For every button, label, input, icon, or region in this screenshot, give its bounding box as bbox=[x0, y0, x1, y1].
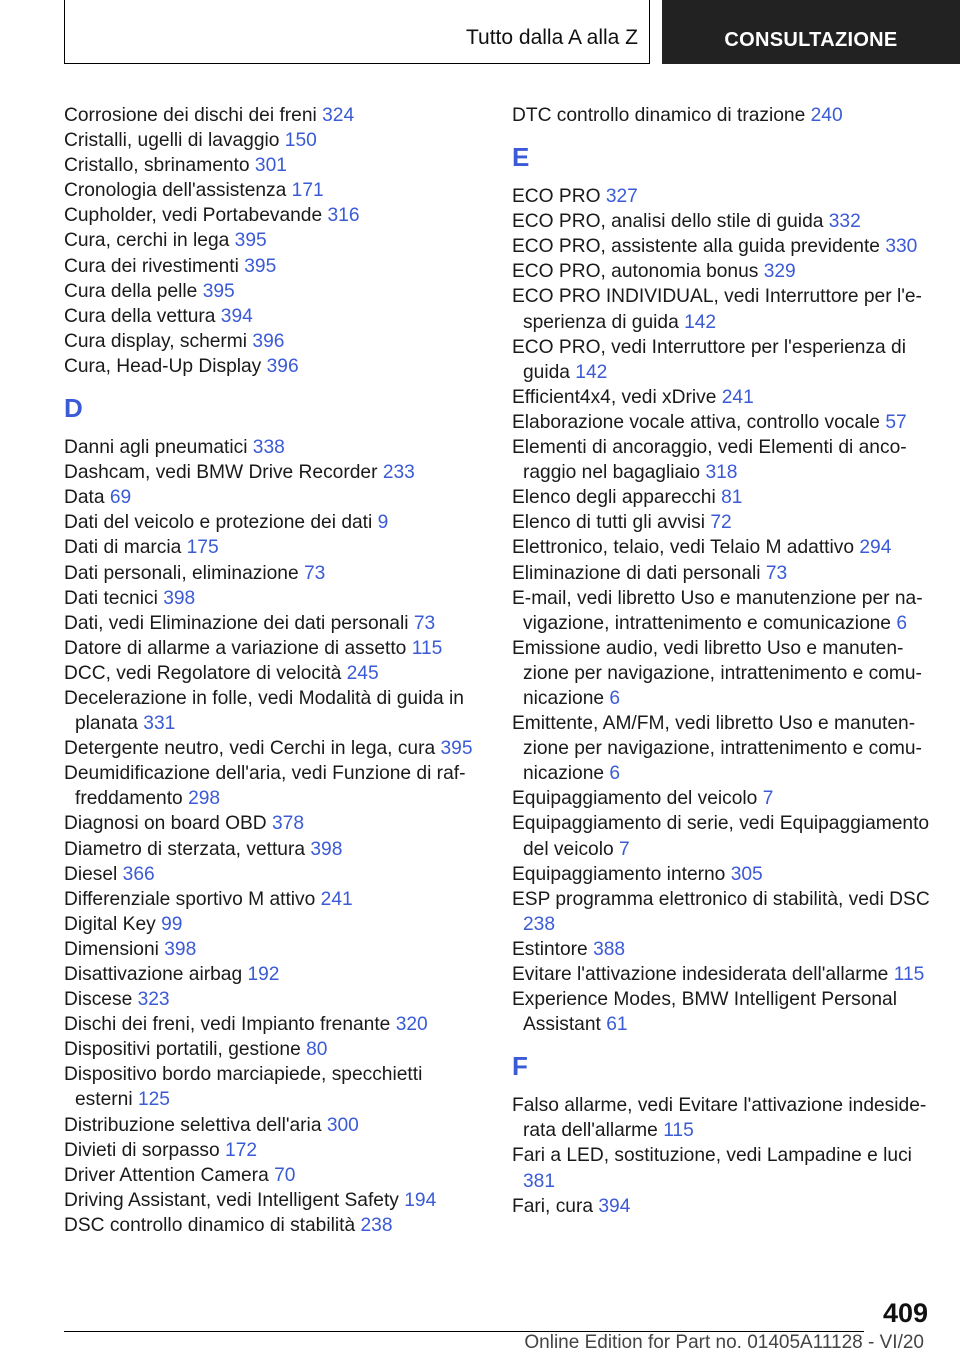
index-entry bbox=[64, 912, 484, 937]
index-entry bbox=[64, 510, 484, 535]
index-entry-text: Elettronico, telaio, vedi Telaio M adattivo bbox=[512, 537, 855, 559]
index-entry-text: Experience Modes, BMW Intelligent Personal Assistant bbox=[512, 989, 897, 1036]
index-page-link[interactable]: 175 bbox=[186, 537, 219, 559]
index-page-link[interactable]: 300 bbox=[326, 1114, 359, 1136]
index-page-link[interactable]: 338 bbox=[252, 437, 285, 459]
index-entry-text: ECO PRO, analisi dello stile di guida bbox=[512, 211, 824, 233]
index-page-link[interactable]: 396 bbox=[252, 330, 285, 352]
index-page-link[interactable]: 6 bbox=[609, 687, 621, 709]
index-page-link[interactable]: 294 bbox=[859, 537, 892, 559]
index-page-link[interactable]: 73 bbox=[413, 612, 436, 634]
index-entry bbox=[512, 410, 932, 435]
index-page-link[interactable]: 70 bbox=[274, 1164, 296, 1186]
index-page-link[interactable]: 61 bbox=[606, 1014, 628, 1036]
index-page-link[interactable]: 332 bbox=[828, 211, 861, 233]
index-page-link[interactable]: 80 bbox=[306, 1039, 328, 1061]
index-entry-text: Dischi dei freni, vedi Impianto frenante bbox=[64, 1014, 391, 1036]
index-entry bbox=[64, 937, 484, 962]
index-page-link[interactable]: 6 bbox=[609, 763, 621, 785]
index-entry-text: Equipaggiamento del veicolo bbox=[512, 788, 758, 810]
index-entry bbox=[512, 485, 932, 510]
index-entry-text: Cupholder, vedi Portabevande bbox=[64, 205, 323, 227]
index-entry bbox=[64, 153, 484, 178]
index-page-link[interactable]: 245 bbox=[346, 662, 379, 684]
index-page-link[interactable]: 192 bbox=[247, 964, 280, 985]
index-entry-text: Digital Key bbox=[64, 913, 156, 935]
index-entry-text: ECO PRO bbox=[512, 186, 601, 208]
index-page-link[interactable]: 323 bbox=[137, 989, 170, 1011]
index-column-left bbox=[64, 103, 484, 1238]
header-rule-right bbox=[649, 0, 650, 64]
index-entry bbox=[512, 209, 932, 234]
index-page-link[interactable]: 394 bbox=[598, 1195, 631, 1217]
index-entry bbox=[64, 304, 484, 329]
index-page-link[interactable]: 398 bbox=[163, 587, 196, 609]
index-entry bbox=[64, 329, 484, 354]
index-entry-text: Diesel bbox=[64, 863, 118, 885]
index-page-link[interactable]: 233 bbox=[382, 462, 415, 484]
index-entry-text: ECO PRO, autonomia bonus bbox=[512, 261, 759, 283]
index-entry bbox=[64, 761, 484, 811]
index-entry bbox=[64, 1062, 484, 1112]
index-entry-text: Fari a LED, sostituzione, vedi Lampadine e luci bbox=[512, 1145, 912, 1167]
index-entry bbox=[512, 535, 932, 560]
index-entry bbox=[512, 1194, 932, 1219]
index-entry bbox=[512, 711, 932, 786]
index-entry bbox=[512, 335, 932, 385]
index-entry bbox=[64, 887, 484, 912]
index-entry bbox=[512, 636, 932, 711]
index-entry-text: Efficient4x4, vedi xDrive bbox=[512, 386, 717, 408]
index-entry-text: Cura della vettura bbox=[64, 305, 216, 327]
index-entry bbox=[512, 786, 932, 811]
index-page-link[interactable]: 115 bbox=[893, 964, 925, 985]
index-page-link[interactable]: 318 bbox=[705, 462, 738, 484]
section-title: Tutto dalla A alla Z bbox=[466, 26, 638, 49]
index-entry-text: Cura, Head-Up Display bbox=[64, 355, 262, 377]
index-entry-text: DSC controllo dinamico di stabilità bbox=[64, 1214, 356, 1236]
index-entry-text: Divieti di sorpasso bbox=[64, 1139, 220, 1161]
index-entry-text: Detergente neutro, vedi Cerchi in lega, cura bbox=[64, 738, 436, 760]
header-rule-bottom bbox=[64, 63, 650, 64]
index-entry bbox=[64, 1163, 484, 1188]
index-page-link[interactable]: 301 bbox=[254, 155, 287, 177]
index-page-link[interactable]: 329 bbox=[763, 261, 796, 283]
index-entry bbox=[64, 535, 484, 560]
index-page-link[interactable]: 142 bbox=[684, 311, 717, 333]
index-entry bbox=[512, 103, 932, 128]
index-entry bbox=[512, 586, 932, 636]
index-entry-text: Diametro di sterzata, vettura bbox=[64, 838, 306, 860]
index-entry-text: Elenco degli apparecchi bbox=[512, 487, 716, 509]
index-entry bbox=[64, 354, 484, 379]
index-entry-text: Dimensioni bbox=[64, 938, 159, 960]
index-entry-text: Estintore bbox=[512, 938, 588, 960]
index-entry bbox=[64, 686, 484, 736]
index-entry-text: Cura, cerchi in lega bbox=[64, 230, 230, 252]
index-entry-text: Cristallo, sbrinamento bbox=[64, 155, 250, 177]
index-entry bbox=[64, 203, 484, 228]
index-page-link[interactable]: 125 bbox=[137, 1089, 170, 1111]
index-entry bbox=[512, 987, 932, 1037]
index-entry-text: ECO PRO INDIVIDUAL, vedi Interruttore per l'esperienza di guida bbox=[512, 286, 922, 333]
index-entry bbox=[64, 1037, 484, 1062]
index-page-link[interactable]: 327 bbox=[605, 186, 638, 208]
index-entry bbox=[64, 636, 484, 661]
index-entry bbox=[512, 1143, 932, 1193]
index-entry-text: Distribuzione selettiva dell'aria bbox=[64, 1114, 322, 1136]
index-entry bbox=[64, 1213, 484, 1238]
index-entry-text: Fari, cura bbox=[512, 1195, 594, 1217]
index-entry-text: DTC controllo dinamico di trazione bbox=[512, 105, 806, 126]
index-entry bbox=[64, 987, 484, 1012]
index-page-link[interactable]: 142 bbox=[575, 361, 608, 383]
index-page-link[interactable]: 171 bbox=[291, 180, 324, 202]
index-entry-text: Eliminazione di dati personali bbox=[512, 562, 761, 584]
index-page-link[interactable]: 81 bbox=[721, 487, 743, 509]
index-entry-text: Dashcam, vedi BMW Drive Recorder bbox=[64, 462, 378, 484]
index-entry-text: Falso allarme, vedi Evitare l'attivazione indesiderata dell'allarme bbox=[512, 1095, 927, 1142]
index-entry bbox=[512, 962, 932, 987]
index-entry bbox=[512, 184, 932, 209]
index-page-link[interactable]: 331 bbox=[143, 713, 176, 735]
index-entry bbox=[64, 228, 484, 253]
index-entry bbox=[512, 385, 932, 410]
index-entry bbox=[64, 611, 484, 636]
index-entry-text: ECO PRO, assistente alla guida previdente bbox=[512, 236, 880, 258]
index-entry-text: Elaborazione vocale attiva, controllo vocale bbox=[512, 411, 880, 433]
index-page-link[interactable]: 7 bbox=[619, 838, 630, 860]
index-entry-text: Cura della pelle bbox=[64, 280, 198, 302]
index-entry-text: Diagnosi on board OBD bbox=[64, 813, 267, 835]
index-entry-text: Disattivazione airbag bbox=[64, 964, 243, 985]
index-entry-text: Corrosione dei dischi dei freni bbox=[64, 105, 317, 126]
index-page-link[interactable]: 150 bbox=[284, 130, 317, 152]
index-page-link[interactable]: 6 bbox=[896, 612, 907, 634]
index-entry-text: Cronologia dell'assistenza bbox=[64, 180, 287, 202]
index-page-link[interactable]: 9 bbox=[377, 512, 389, 534]
index-entry-text: Decelerazione in folle, vedi Modalità di guida in planata bbox=[64, 687, 464, 735]
index-entry-text: Equipaggiamento interno bbox=[512, 863, 726, 885]
index-entry-text: DCC, vedi Regolatore di velocità bbox=[64, 662, 342, 684]
index-entry bbox=[512, 259, 932, 284]
index-page-link[interactable]: 241 bbox=[721, 386, 754, 408]
index-page-link[interactable]: 320 bbox=[395, 1014, 428, 1036]
index-page-link[interactable]: 99 bbox=[161, 913, 183, 935]
index-page-link[interactable]: 394 bbox=[220, 305, 253, 327]
index-entry bbox=[64, 178, 484, 203]
index-entry bbox=[64, 485, 484, 510]
index-entry-text: Elementi di ancoraggio, vedi Elementi di ancoraggio nel bagagliaio bbox=[512, 437, 907, 484]
index-entry bbox=[64, 586, 484, 611]
index-entry-text: Cura display, schermi bbox=[64, 330, 248, 352]
index-entry bbox=[512, 811, 932, 861]
index-page-link[interactable]: 298 bbox=[188, 788, 221, 810]
index-page-link[interactable]: 115 bbox=[411, 637, 443, 659]
index-entry bbox=[64, 661, 484, 686]
index-entry-text: Dati personali, eliminazione bbox=[64, 562, 299, 584]
index-page-link[interactable]: 194 bbox=[404, 1189, 437, 1211]
index-entry-text: ECO PRO, vedi Interruttore per l'esperienza di guida bbox=[512, 336, 906, 383]
index-entry bbox=[512, 561, 932, 586]
index-entry-text: Datore di allarme a variazione di assetto bbox=[64, 637, 407, 659]
index-page-link[interactable]: 241 bbox=[320, 888, 353, 910]
index-page-link[interactable]: 73 bbox=[303, 562, 326, 584]
index-entry-text: Equipaggiamento di serie, vedi Equipaggiamento del veicolo bbox=[512, 813, 930, 860]
index-letter-heading: F bbox=[512, 1051, 528, 1082]
index-entry bbox=[64, 862, 484, 887]
index-entry bbox=[64, 1012, 484, 1037]
index-page-link[interactable]: 366 bbox=[122, 863, 155, 885]
index-entry-text: Dispositivi portatili, gestione bbox=[64, 1039, 301, 1061]
index-page-link[interactable]: 398 bbox=[310, 838, 343, 860]
index-page-link[interactable]: 396 bbox=[266, 355, 299, 377]
index-entry-text: Emissione audio, vedi libretto Uso e manutenzione per navigazione, intrattenimento e comunicazione bbox=[512, 637, 922, 709]
chapter-tab bbox=[662, 0, 960, 64]
index-page-link[interactable]: 388 bbox=[593, 938, 626, 960]
chapter-title: CONSULTAZIONE bbox=[724, 28, 898, 51]
index-page-link[interactable]: 7 bbox=[762, 788, 774, 810]
index-entry bbox=[64, 1138, 484, 1163]
index-entry-text: Danni agli pneumatici bbox=[64, 437, 248, 459]
index-entry-text: Cristalli, ugelli di lavaggio bbox=[64, 130, 280, 152]
index-page-link[interactable]: 69 bbox=[109, 487, 132, 509]
index-page-link[interactable]: 395 bbox=[244, 255, 277, 277]
index-entry bbox=[64, 279, 484, 304]
index-entry bbox=[64, 1188, 484, 1213]
index-entry bbox=[512, 284, 932, 334]
index-entry-text: Elenco di tutti gli avvisi bbox=[512, 512, 706, 534]
index-letter-heading: E bbox=[512, 142, 530, 173]
index-page-link[interactable]: 72 bbox=[710, 512, 732, 534]
index-entry bbox=[512, 234, 932, 259]
index-entry-text: Cura dei rivestimenti bbox=[64, 255, 239, 277]
index-page-link[interactable]: 316 bbox=[327, 205, 360, 227]
index-column-right bbox=[512, 103, 932, 1219]
index-entry bbox=[64, 1113, 484, 1138]
index-entry-text: Driving Assistant, vedi Intelligent Safety bbox=[64, 1189, 399, 1211]
index-page-link[interactable]: 115 bbox=[663, 1120, 694, 1142]
index-entry-text: Evitare l'attivazione indesiderata dell'allarme bbox=[512, 964, 889, 985]
header-rule-left bbox=[64, 0, 65, 64]
index-entry bbox=[512, 862, 932, 887]
index-page-link[interactable]: 378 bbox=[272, 813, 305, 835]
index-entry-text: E-mail, vedi libretto Uso e manutenzione per navigazione, intrattenimento e comunicazione bbox=[512, 587, 923, 634]
index-entry-text: Differenziale sportivo M attivo bbox=[64, 888, 316, 910]
index-entry-text: ESP programma elettronico di stabilità, vedi DSC bbox=[512, 888, 930, 910]
index-entry bbox=[512, 510, 932, 535]
index-page-link[interactable]: 240 bbox=[810, 105, 843, 126]
index-entry bbox=[64, 811, 484, 836]
index-entry bbox=[512, 937, 932, 962]
index-entry bbox=[64, 962, 484, 987]
index-entry-text: Driver Attention Camera bbox=[64, 1164, 269, 1186]
index-entry-text: Dati di marcia bbox=[64, 537, 182, 559]
index-page-link[interactable]: 238 bbox=[523, 913, 556, 935]
index-letter-heading: D bbox=[64, 393, 83, 424]
index-entry bbox=[512, 1093, 932, 1143]
index-page-link[interactable]: 172 bbox=[225, 1139, 258, 1161]
index-page-link[interactable]: 381 bbox=[523, 1170, 556, 1192]
index-page-link[interactable]: 324 bbox=[322, 105, 355, 126]
index-entry-text: Dispositivo bordo marciapiede, specchietti esterni bbox=[64, 1064, 423, 1111]
index-page-link[interactable]: 305 bbox=[730, 863, 763, 885]
index-page-link[interactable]: 238 bbox=[360, 1214, 393, 1236]
index-page-link[interactable]: 57 bbox=[885, 411, 907, 433]
index-entry bbox=[64, 128, 484, 153]
index-page-link[interactable]: 398 bbox=[164, 938, 197, 960]
page-number: 409 bbox=[882, 1298, 928, 1328]
index-entry bbox=[64, 103, 484, 128]
index-entry-text: Emittente, AM/FM, vedi libretto Uso e manutenzione per navigazione, intrattenimento e comunicazione bbox=[512, 713, 922, 785]
index-page-link[interactable]: 330 bbox=[885, 236, 918, 258]
index-entry-text: Data bbox=[64, 487, 105, 509]
index-entry bbox=[64, 736, 484, 761]
index-entry bbox=[64, 435, 484, 460]
index-entry-text: Discese bbox=[64, 989, 133, 1011]
index-entry-text: Dati del veicolo e protezione dei dati bbox=[64, 512, 373, 534]
index-entry bbox=[64, 561, 484, 586]
index-page-link[interactable]: 395 bbox=[440, 738, 473, 760]
index-entry-text: Dati tecnici bbox=[64, 587, 158, 609]
footer-edition: Online Edition for Part no. 01405A11128 - VI/20 bbox=[524, 1332, 924, 1353]
index-entry bbox=[64, 837, 484, 862]
index-page-link[interactable]: 73 bbox=[765, 562, 788, 584]
index-page-link[interactable]: 395 bbox=[202, 280, 235, 302]
index-entry bbox=[512, 435, 932, 485]
index-page-link[interactable]: 395 bbox=[234, 230, 267, 252]
index-entry-text: Deumidificazione dell'aria, vedi Funzione di raffreddamento bbox=[64, 763, 466, 810]
index-entry bbox=[64, 460, 484, 485]
index-entry-text: Dati, vedi Eliminazione dei dati personali bbox=[64, 612, 409, 634]
index-entry bbox=[512, 887, 932, 937]
index-entry bbox=[64, 254, 484, 279]
